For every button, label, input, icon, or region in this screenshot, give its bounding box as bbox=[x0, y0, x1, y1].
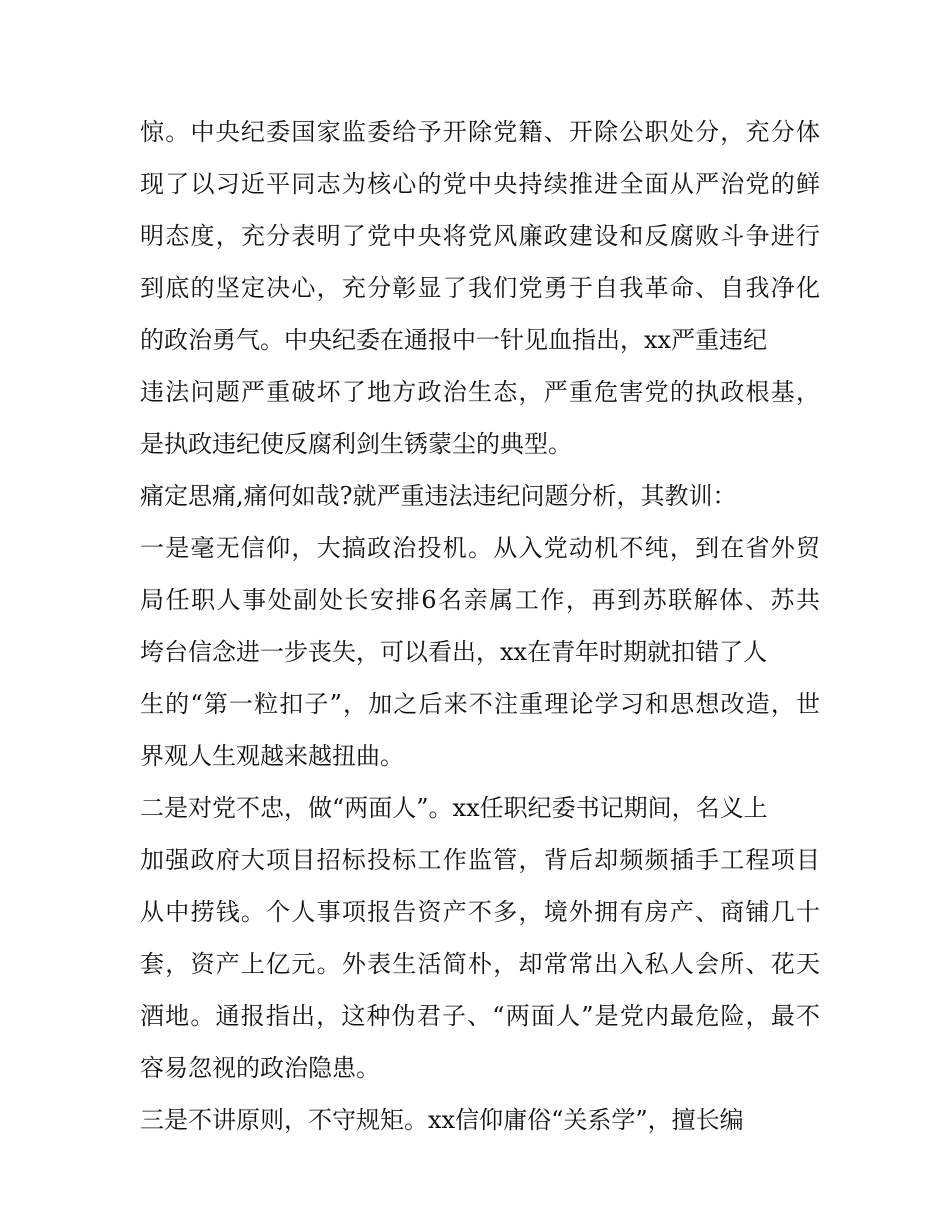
text-line: 违法问题严重破坏了地方政治生态，严重危害党的执政根基， bbox=[140, 378, 820, 406]
text-line: 套，资产上亿元。外表生活简朴，却常常出入私人会所、花天 bbox=[140, 950, 820, 978]
text-line: 明态度，充分表明了党中央将党风廉政建设和反腐败斗争进行 bbox=[140, 222, 820, 250]
text-line: 痛定思痛,痛何如哉?就严重违法违纪问题分析，其教训： bbox=[140, 482, 737, 510]
text-line: 三是不讲原则，不守规矩。xx信仰庸俗“关系学”，擅长编 bbox=[140, 1106, 744, 1134]
text-line: 从中捞钱。个人事项报告资产不多，境外拥有房产、商铺几十 bbox=[140, 898, 820, 926]
text-line: 容易忽视的政治隐患。 bbox=[140, 1054, 380, 1082]
text-line: 加强政府大项目招标投标工作监管，背后却频频插手工程项目 bbox=[140, 846, 820, 874]
text-line: 酒地。通报指出，这种伪君子、“两面人”是党内最危险，最不 bbox=[140, 1002, 820, 1030]
text-line: 惊。中央纪委国家监委给予开除党籍、开除公职处分，充分体 bbox=[140, 118, 820, 146]
text-line: 局任职人事处副处长安排6名亲属工作，再到苏联解体、苏共 bbox=[140, 586, 820, 614]
text-line: 垮台信念进一步丧失，可以看出，xx在青年时期就扣错了人 bbox=[140, 638, 768, 666]
text-line: 的政治勇气。中央纪委在通报中一针见血指出，xx严重违纪 bbox=[140, 326, 768, 354]
text-line: 生的“第一粒扣子”，加之后来不注重理论学习和思想改造，世 bbox=[140, 690, 820, 718]
text-line: 二是对党不忠，做“两面人”。xx任职纪委书记期间，名义上 bbox=[140, 794, 768, 822]
text-line: 是执政违纪使反腐利剑生锈蒙尘的典型。 bbox=[140, 430, 572, 458]
text-line: 到底的坚定决心，充分彰显了我们党勇于自我革命、自我净化 bbox=[140, 274, 820, 302]
text-line: 界观人生观越来越扭曲。 bbox=[140, 742, 404, 770]
text-line: 一是毫无信仰，大搞政治投机。从入党动机不纯，到在省外贸 bbox=[140, 534, 820, 562]
document-body bbox=[140, 110, 820, 1150]
text-line: 现了以习近平同志为核心的党中央持续推进全面从严治党的鲜 bbox=[140, 170, 820, 198]
